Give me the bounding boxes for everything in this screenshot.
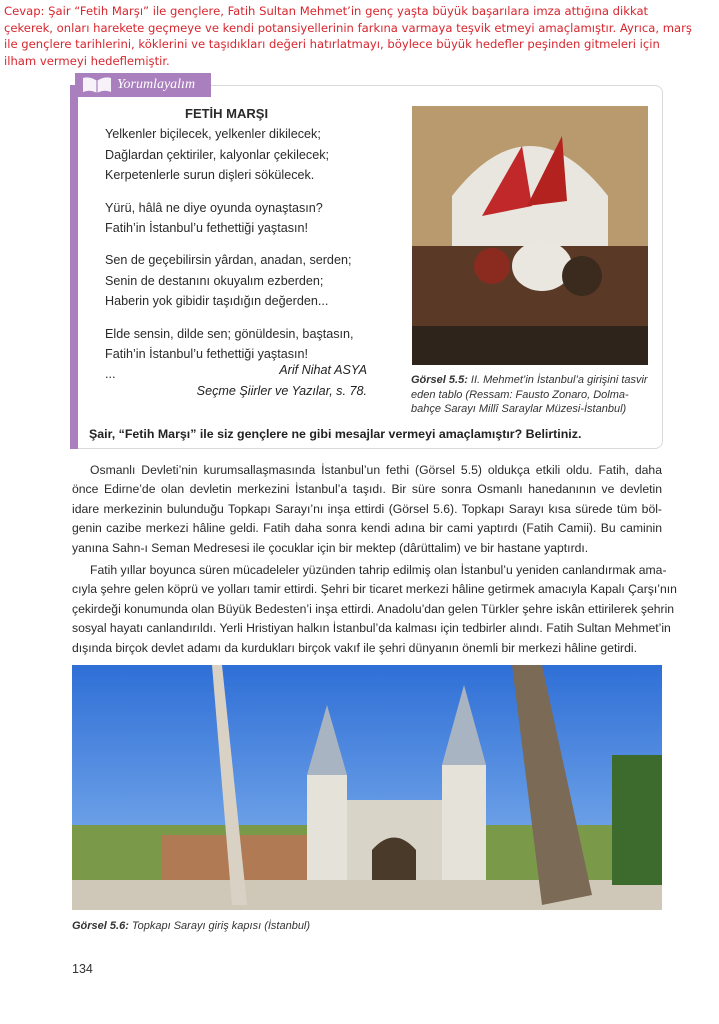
page-number: 134 xyxy=(72,962,93,976)
figure-5-6-caption: Görsel 5.6: Topkapı Sarayı giriş kapısı (İstanbul) xyxy=(72,920,311,932)
painting-image xyxy=(412,106,648,365)
question: Şair, “Fetih Marşı” ile siz gençlere ne gibi mesajlar vermeyi amaçlamıştır? Belirtiniz. xyxy=(89,427,582,441)
section-tab: Yorumlayalım xyxy=(75,73,211,97)
topkapi-photo xyxy=(72,665,662,910)
paragraph-2: Fatih yıllar boyunca süren mücadeleler yüzünden tahrip edilmiş olan İstanbul’u yeniden canlandırmak ama- cıyla şehre gelen köprü ve yolları tamir ettirdi. Şehri bir ticaret merkezi hâline getirmek amacıyla Kapalı Çarşı’nın çekirdeği konumunda olan Büyük Bedesten’i inşa ettirdi. Anadolu’dan gelen Türkler şehre iskân ettirilerek şehrin sosyal hayatı canlandırıldı. Yerli Hristiyan halkın İstanbul’da kalması için tedbirler alındı. Fatih Sultan Mehmet’in dışında birçok devlet adamı da kurdukları birçok vakıf ile şehri dünyanın önemli bir merkezi hâline getirdi. xyxy=(72,563,677,655)
paragraph-1: Osmanlı Devleti’nin kurumsallaşmasında İstanbul’un fethi (Görsel 5.5) oldukça etkili oldu. Fatih, daha önce Edirne’de olan devletin merkezini İstanbul’a taşıdı. Bir süre sonra Osmanlı hanedanının ve devletin idare merkezinin bulunduğu Topkapı Sarayı’nı inşa ettirdi (Görsel 5.6). Topkapı Sarayı kısa sürede tüm böl- genin cazibe merkezi hâline geldi. Fatih daha sonra kendi adına bir cami yaptırdı (Fatih Camii). Bu caminin yanına Sahn-ı Seman Medresesi ile çocuklar için bir mektep (dârüttalim) ve bir hastane yaptırdı. xyxy=(72,463,662,555)
poem-title: FETİH MARŞI xyxy=(185,106,269,121)
answer-text: Cevap: Şair “Fetih Marşı” ile gençlere, Fatih Sultan Mehmet’in genç yaşta büyük başarılara imza attığına dikkat çekerek, onları harekete geçmeye ve kendi potansiyellerinin farkına varmaya teşvik etmeyi amaçlamıştır. Ayrıca, marş ile gençlere tarihlerini, köklerini ve taşıdıkları değeri hatırlatmayı, böylece büyük hedefler peşinden gitmeleri için ilham vermeyi hedeflemiştir. xyxy=(4,4,692,68)
open-book-icon xyxy=(81,76,113,94)
box-accent-bar xyxy=(70,85,78,449)
figure-5-5-caption: Görsel 5.5: II. Mehmet’in İstanbul’a girişini tasvir eden tablo (Ressam: Fausto Zonaro, Dolma-bahçe Sarayı Millî Saraylar Müzesi-İstanbul) xyxy=(411,374,648,415)
poem: FETİH MARŞI Yelkenler biçilecek, yelkenler dikilecek; Dağlardan çektiriler, kalyonlar çekilecek; Kerpetenlerle surun dişleri sökülecek. Yürü, hâlâ ne diye oyunda oynaştasın? Fatih’in İstanbul’u fethettiği yaştasın! Sen de geçebilirsin yârdan, anadan, serden; Senin de destanını okuyalım ezberden; Haberin yok gibidir taşıdığın değerden... Elde sensin, dilde sen; gönüldesin, baştasın, Fatih’in İstanbul’u fethettiği yaştasın! ... xyxy=(105,106,354,382)
poem-source: Arif Nihat ASYA Seçme Şiirler ve Yazılar, s. 78. xyxy=(196,363,367,398)
